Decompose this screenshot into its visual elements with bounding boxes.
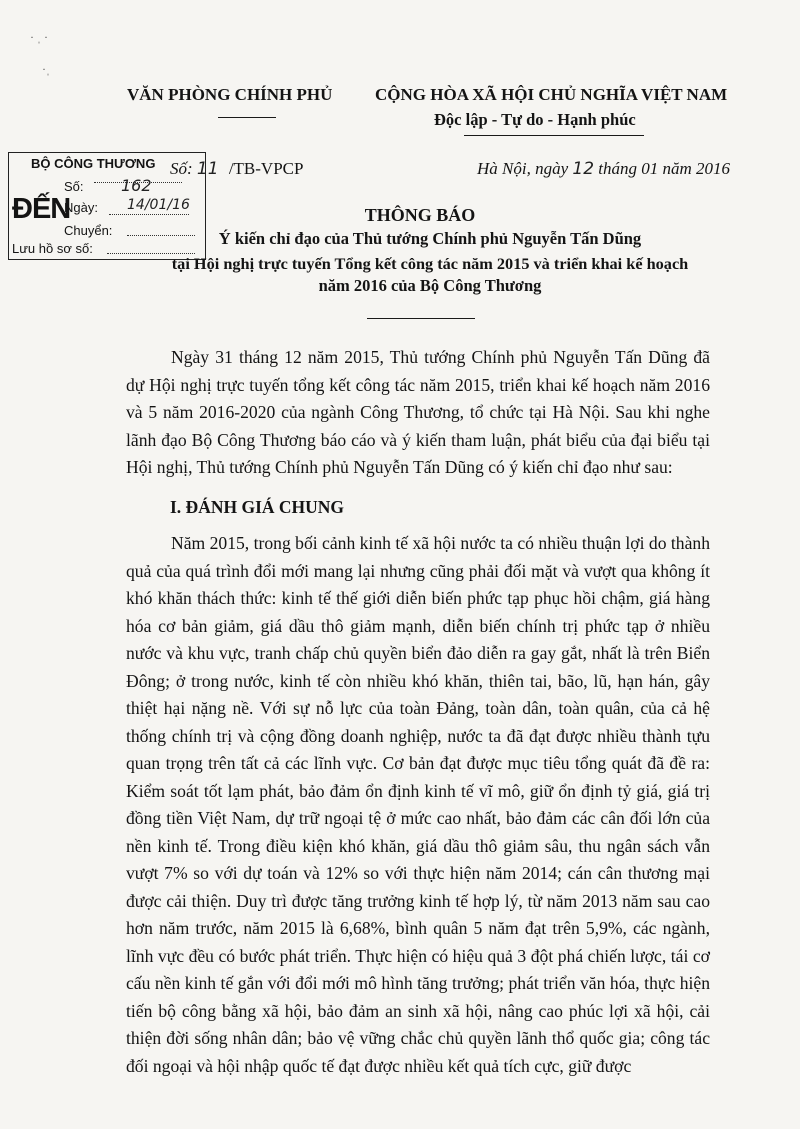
section-body (126, 530, 710, 1080)
doc-number-value: 11 (196, 159, 219, 179)
doc-number-prefix: Số: (170, 159, 193, 178)
title-line-1: Ý kiến chỉ đạo của Thủ tướng Chính phủ Nguyễn Tấn Dũng (218, 229, 642, 248)
agency-underline (218, 117, 276, 118)
scan-speck: ·ˌ (42, 62, 50, 76)
place-date-day: 12 (572, 159, 595, 179)
stamp-chuyen-label: Chuyển: (64, 223, 113, 238)
stamp-so-label: Số: (64, 179, 84, 194)
stamp-den: ĐẾN (12, 193, 71, 225)
title-underline (367, 318, 475, 319)
place-date-prefix: Hà Nội, ngày (477, 159, 569, 178)
title-line-2: tại Hội nghị trực tuyến Tổng kết công tác năm 2015 và triển khai kế hoạch (171, 254, 689, 273)
stamp-so-value: 162 (121, 176, 152, 195)
stamp-ngay-label: Ngày: (64, 200, 98, 215)
motto-underline (464, 135, 644, 136)
title-line-3: năm 2016 của Bộ Công Thương (318, 276, 542, 295)
agency-name: VĂN PHÒNG CHÍNH PHỦ (127, 85, 333, 104)
section-heading: I. ĐÁNH GIÁ CHUNG (170, 497, 345, 517)
notice-title: THÔNG BÁO (364, 205, 476, 225)
nation-motto: Độc lập - Tự do - Hạnh phúc (434, 110, 636, 129)
stamp-so-dots (94, 182, 182, 183)
place-date-suffix: tháng 01 năm 2016 (598, 159, 731, 178)
intro-paragraph (126, 344, 710, 482)
nation-name: CỘNG HÒA XÃ HỘI CHỦ NGHĨA VIỆT NAM (375, 85, 728, 104)
stamp-org: BỘ CÔNG THƯƠNG (31, 156, 156, 171)
stamp-luu-label: Lưu hồ sơ số: (12, 241, 93, 256)
stamp-ngay-value: 14/01/16 (127, 197, 190, 213)
section-body-text: Năm 2015, trong bối cảnh kinh tế xã hội nước ta có nhiều thuận lợi do thành quả của quá trình đổi mới mang lại nhưng cũng phải đối mặt và vượt qua không ít khó khăn thách thức: kinh tế thế giới diễn biến phức tạp phục hồi chậm, giá hàng hóa cơ bản giảm, giá dầu thô giảm mạnh, diễn biến chính trị phức tạp ở nhiều nước và khu vực, tranh chấp chủ quyền biển đảo diễn ra gay gắt, nhất là trên Biển Đông; ở trong nước, kinh tế còn nhiều khó khăn, thiên tai, bão, lũ, hạn hán, gây thiệt hại nặng nề. Với sự nỗ lực của toàn Đảng, toàn dân, toàn quân, của cả hệ thống chính trị và cộng đồng doanh nghiệp, nước ta đã đạt được nhiều thành tựu quan trọng trên tất cả các lĩnh vực. Cơ bản đạt được mục tiêu tổng quát đã đề ra: Kiểm soát tốt lạm phát, bảo đảm ổn định kinh tế vĩ mô, giữ ổn định tỷ giá, giá trị đồng tiền Việt Nam, dự trữ ngoại tệ ở mức cao nhất, bảo đảm các cân đối lớn của nền kinh tế. Trong điều kiện khó khăn, giá dầu thô giảm sâu, thu ngân sách vẫn vượt 7% so với dự toán và 12% so với thực hiện năm 2014; cán cân thương mại được cải thiện. Duy trì được tăng trưởng kinh tế hợp lý, từ năm 2013 năm sau cao hơn năm trước, năm 2015 là 6,68%, bình quân 5 năm đạt trên 5,9%, các ngành, lĩnh vực đều có bước phát triển. Thực hiện có hiệu quả 3 đột phá chiến lược, tái cơ cấu nền kinh tế gắn với đổi mới mô hình tăng trưởng; phát triển văn hóa, thực hiện tiến bộ công bằng xã hội, bảo đảm an sinh xã hội, nâng cao phúc lợi xã hội, cải thiện đời sống nhân dân; bảo vệ vững chắc chủ quyền lãnh thổ quốc gia; công tác đối ngoại và hội nhập quốc tế đạt được nhiều kết quả tích cực, giữ được (126, 533, 710, 1076)
place-date (477, 159, 730, 179)
doc-code: /TB-VPCP (228, 159, 304, 178)
scan-speck: · ˌ · (30, 30, 48, 44)
intro-text: Ngày 31 tháng 12 năm 2015, Thủ tướng Chính phủ Nguyễn Tấn Dũng đã dự Hội nghị trực tuyến tổng kết công tác năm 2015, triển khai kế hoạch năm 2016 và 5 năm 2016-2020 của ngành Công Thương, tổ chức tại Hà Nội. Sau khi nghe lãnh đạo Bộ Công Thương báo cáo và ý kiến tham luận, phát biểu của đại biểu tại Hội nghị, Thủ tướng Chính phủ Nguyễn Tấn Dũng có ý kiến chỉ đạo như sau: (126, 347, 710, 477)
